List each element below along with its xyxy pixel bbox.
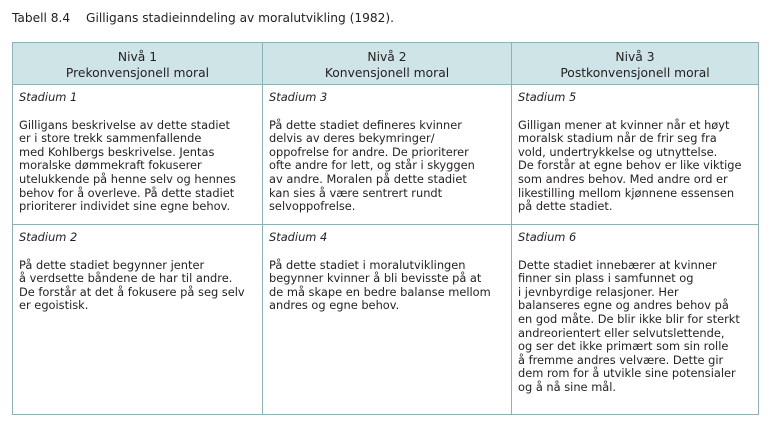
- stage-description-line: og ser det ikke primært som sin rolle: [518, 339, 729, 354]
- header-level-name: Postkonvensjonell moral: [560, 66, 710, 80]
- stage-description-line: vold, undertrykkelse og utnyttelse.: [518, 144, 718, 159]
- stage-description-line: å fremme andres velvære. Dette gir: [518, 352, 724, 367]
- stage-description-line: oppofrelse for andre. De prioriterer: [269, 144, 469, 159]
- stage-description-line: andres og egne behov.: [269, 298, 400, 313]
- stage-description-line: de må skape en bedre balanse mellom: [269, 284, 491, 299]
- stage-cell: [263, 85, 512, 225]
- stage-description-line: De forstår at egne behov er like viktige: [518, 158, 742, 173]
- stage-description-line: som andres behov. Med andre ord er: [518, 171, 728, 186]
- stage-description-line: På dette stadiet defineres kvinner: [269, 117, 462, 132]
- stage-description-line: ofte andre for lett, og står i skyggen: [269, 158, 475, 173]
- stage-description-line: er egoistisk.: [19, 298, 89, 313]
- stage-cell: [512, 85, 759, 225]
- stage-description-line: Gilligans beskrivelse av dette stadiet: [19, 117, 230, 132]
- stage-description-line: andreorientert eller selvutslettende,: [518, 325, 725, 340]
- table-title: Gilligans stadieinndeling av moralutvikling (1982).: [86, 11, 394, 25]
- stage-description-line: delvis av deres bekymringer/: [269, 131, 435, 146]
- stage-description-line: På dette stadiet begynner jenter: [19, 257, 205, 272]
- stage-description-line: Gilligan mener at kvinner når et høyt: [518, 117, 730, 132]
- stage-cell: [13, 85, 263, 225]
- stage-description-line: selvoppofrelse.: [269, 199, 356, 214]
- header-level-label: Nivå 2: [367, 50, 407, 64]
- header-level-1: [13, 43, 263, 85]
- stage-description-line: balanseres egne og andres behov på: [518, 298, 729, 313]
- stage-label: Stadium 1: [19, 90, 78, 104]
- stage-label: Stadium 5: [518, 90, 577, 104]
- stage-label: Stadium 2: [19, 230, 78, 244]
- stage-description-line: behov for å overleve. På dette stadiet: [19, 185, 235, 200]
- header-row: [13, 43, 759, 85]
- stage-description-line: likestilling mellom kjønnene essensen: [518, 185, 735, 200]
- stage-description-line: Dette stadiet innebærer at kvinner: [518, 257, 717, 272]
- stage-description-line: dem rom for å utvikle sine potensialer: [518, 366, 736, 381]
- stage-description-line: og å nå sine mål.: [518, 379, 617, 394]
- stage-cell: [512, 225, 759, 415]
- stage-description-line: med Kohlbergs beskrivelse. Jentas: [19, 144, 215, 159]
- header-level-3: [512, 43, 759, 85]
- table-number: Tabell 8.4: [12, 11, 71, 25]
- stage-label: Stadium 3: [269, 90, 328, 104]
- stage-description-line: kan sies å være sentrert rundt: [269, 185, 443, 200]
- header-level-label: Nivå 3: [615, 50, 655, 64]
- stage-cell: [263, 225, 512, 415]
- stage-description-line: prioriterer individet sine egne behov.: [19, 199, 231, 214]
- stage-description-line: å verdsette båndene de har til andre.: [19, 271, 233, 286]
- stage-description-line: De forstår at det å fokusere på seg selv: [19, 284, 245, 299]
- stage-description-line: av andre. Moralen på dette stadiet: [269, 171, 467, 186]
- stage-label: Stadium 6: [518, 230, 577, 244]
- stage-description-line: moralsk stadium når de frir seg fra: [518, 131, 717, 146]
- table-caption: [12, 11, 394, 25]
- header-level-name: Prekonvensjonell moral: [65, 66, 210, 80]
- stage-description-line: På dette stadiet i moralutviklingen: [269, 257, 466, 272]
- stage-description-line: utelukkende på henne selv og hennes: [19, 171, 236, 186]
- table-row: [13, 225, 759, 415]
- header-level-2: [263, 43, 512, 85]
- stage-description-line: begynner kvinner å bli bevisste på at: [269, 271, 482, 286]
- header-level-label: Nivå 1: [117, 50, 158, 64]
- stage-description-line: moralske dømmekraft fokuserer: [19, 158, 202, 173]
- moral-development-table: [12, 42, 759, 415]
- stage-description-line: på dette stadiet.: [518, 199, 613, 214]
- stage-description-line: i jevnbyrdige relasjoner. Her: [518, 284, 679, 299]
- stage-description-line: en god måte. De blir ikke blir for sterkt: [518, 311, 740, 326]
- stage-description-line: er i store trekk sammenfallende: [19, 131, 202, 146]
- table-row: [13, 85, 759, 225]
- header-level-name: Konvensjonell moral: [324, 66, 450, 80]
- stage-label: Stadium 4: [269, 230, 328, 244]
- stage-cell: [13, 225, 263, 415]
- stage-description-line: finner sin plass i samfunnet og: [518, 271, 694, 286]
